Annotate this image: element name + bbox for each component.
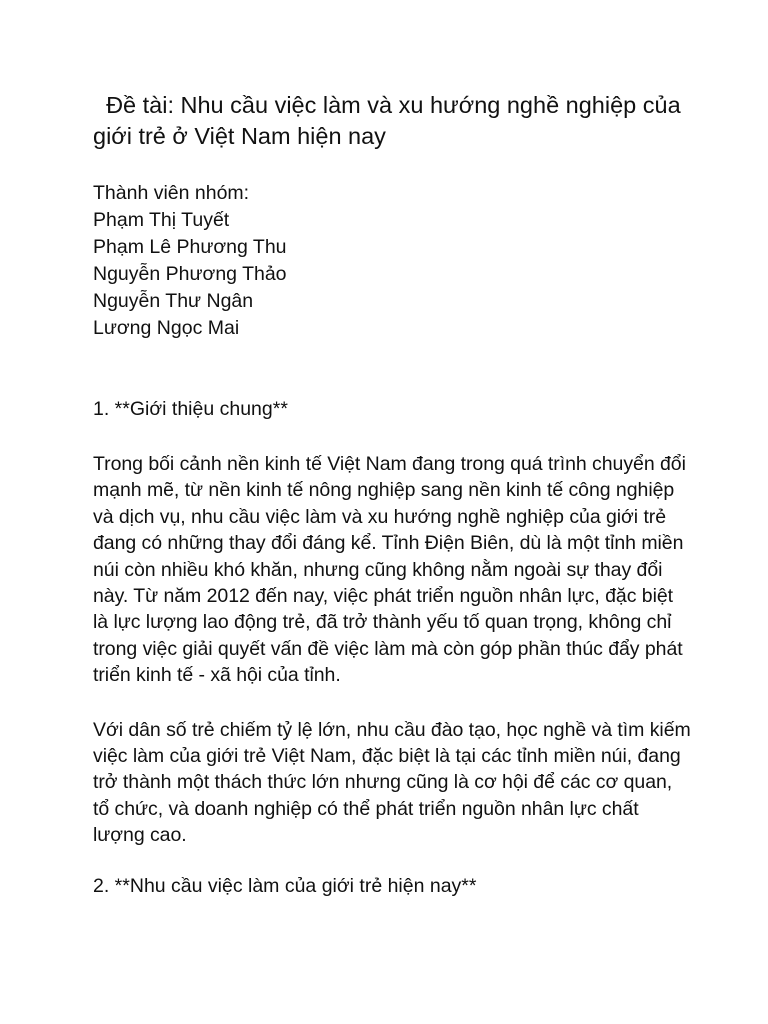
- member-name: Phạm Lê Phương Thu: [93, 236, 287, 258]
- paragraph-intro: Trong bối cảnh nền kinh tế Việt Nam đang trong quá trình chuyển đổi mạnh mẽ, từ nền kinh tế nông nghiệp sang nền kinh tế công nghiệp và dịch vụ, nhu cầu việc làm và xu hướng nghề nghiệp của giới trẻ đang có những thay đổi đáng kể. Tỉnh Điện Biên, dù là một tỉnh miền núi còn nhiều khó khăn, nhưng cũng không nằm ngoài sự thay đổi này. Từ năm 2012 đến nay, việc phát triển nguồn nhân lực, đặc biệt là lực lượng lao động trẻ, đã trở thành yếu tố quan trọng, không chỉ trong việc giải quyết vấn đề việc làm mà còn góp phần thúc đẩy phát triển kinh tế - xã hội của tỉnh.: [93, 453, 686, 687]
- section-heading-intro: 1. **Giới thiệu chung**: [93, 398, 288, 420]
- paragraph-youth: Với dân số trẻ chiếm tỷ lệ lớn, nhu cầu đào tạo, học nghề và tìm kiếm việc làm của giới trẻ Việt Nam, đặc biệt là tại các tỉnh miền núi, đang trở thành một thách thức lớn nhưng cũng là cơ hội để các cơ quan, tổ chức, và doanh nghiệp có thể phát triển nguồn nhân lực chất lượng cao.: [93, 718, 691, 847]
- member-list: [93, 180, 693, 342]
- member-name: Lương Ngọc Mai: [93, 317, 240, 339]
- members-label: Thành viên nhóm:: [93, 182, 250, 204]
- member-name: Nguyễn Phương Thảo: [93, 263, 287, 285]
- member-name: Phạm Thị Tuyết: [93, 209, 230, 231]
- section-heading-job-demand: 2. **Nhu cầu việc làm của giới trẻ hiện nay**: [93, 874, 477, 897]
- document-title: Đề tài: Nhu cầu việc làm và xu hướng nghề nghiệp của giới trẻ ở Việt Nam hiện nay: [93, 92, 688, 149]
- member-name: Nguyễn Thư Ngân: [93, 290, 254, 312]
- document-content: [93, 90, 693, 900]
